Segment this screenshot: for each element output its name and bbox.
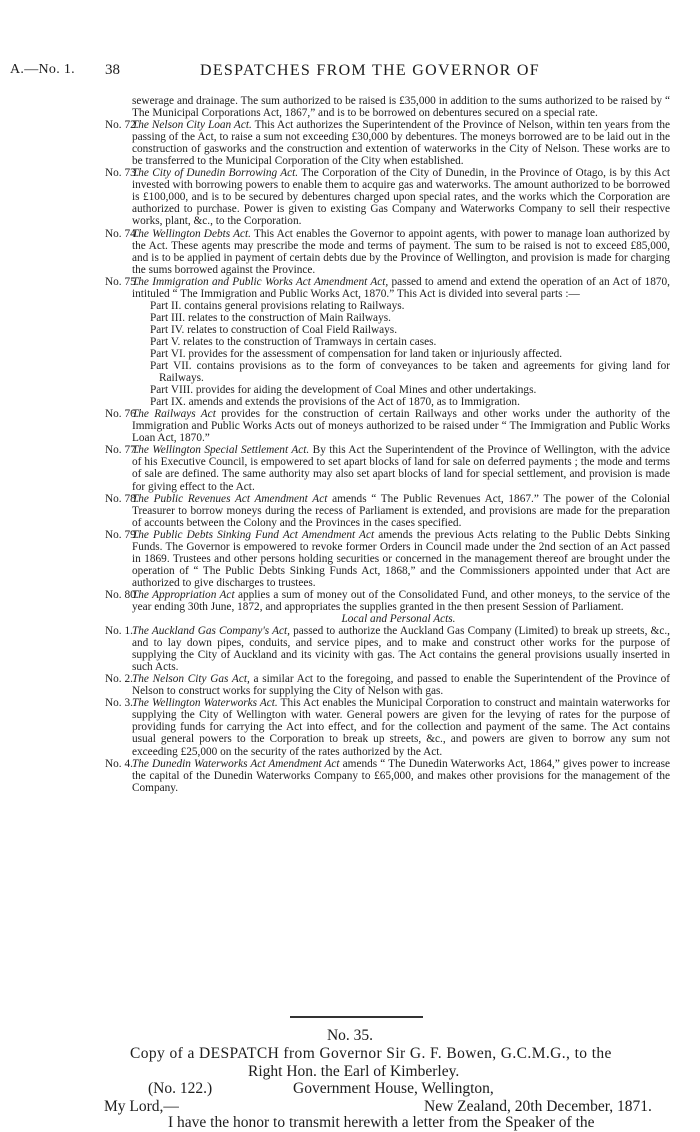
act-title: The Nelson City Gas Act,	[132, 673, 250, 686]
act-description: This Act enables the Governor to appoint agents, with power to manage loan authorized by the Act. These agents may prescribe the mode and terms of payment. The sum to be raised is not to exceed £85,000, and is to be applied in payment of certain debts due by the Province of Wellington, and provision is made for charging the sums borrowed against the Province.	[132, 227, 670, 276]
act-title: The Dunedin Waterworks Act Amendment Act	[132, 757, 340, 770]
act-description: This Act enables the Municipal Corporation to construct and maintain waterworks for supplying the City of Wellington with water. General powers are given for the levying of rates for the purpose of providing funds for carrying the Act into effect, and for the collection and payment of the same. The Act contains usual general powers to the Corporation to break up streets, &c., and powers are given to borrow any sum not exceeding £25,000 on the security of the rates authorized by the Act.	[132, 697, 670, 758]
running-title: DESPATCHES FROM THE GOVERNOR OF	[200, 62, 540, 79]
act-number: No. 73.	[105, 167, 139, 180]
act-description: amends “ The Dunedin Waterworks Act, 1864,” gives power to increase the capital of the Dunedin Waterworks Company to £65,000, and makes other provisions for the management of the Company.	[132, 757, 671, 794]
act-entry-73	[107, 167, 670, 227]
local-act-entry-4	[107, 758, 670, 794]
despatch-heading: Copy of a DESPATCH from Governor Sir G. F. Bowen, G.C.M.G., to the	[130, 1045, 612, 1062]
act-number: No. 2.	[105, 673, 133, 686]
act-number: No. 76.	[105, 408, 139, 421]
act-number: No. 1.	[105, 625, 133, 638]
page-number: 38	[105, 62, 120, 78]
act-title: The Wellington Debts Act.	[132, 227, 251, 240]
act-title: The Public Debts Sinking Fund Act Amendment Act	[132, 528, 375, 541]
despatch-recipient: Right Hon. the Earl of Kimberley.	[248, 1063, 460, 1080]
act-number: No. 3.	[105, 697, 133, 710]
act-title: The City of Dunedin Borrowing Act.	[132, 167, 299, 180]
despatch-opening: I have the honor to transmit herewith a letter from the Speaker of the	[168, 1114, 595, 1131]
act-entry-77	[107, 444, 670, 492]
act-entry-72	[107, 119, 670, 167]
act-description: amends “ The Public Revenues Act, 1867.” The power of the Colonial Treasurer to borrow moneys during the recess of Parliament is extended, and provisions are made for the preparation of accounts between the Colony and the Provinces in the cases specified.	[132, 492, 671, 529]
paragraph-continuation: sewerage and drainage. The sum authorized to be raised is £35,000 in addition to the sums authorized to be raised by “ The Municipal Corporations Act, 1867,” and is to be borrowed on debentures secured on a special rate.	[132, 95, 670, 120]
act-part: Part VIII. provides for aiding the development of Coal Mines and other undertakings.	[150, 384, 537, 397]
despatch-ref-number: (No. 122.)	[148, 1080, 213, 1097]
page-header	[0, 62, 700, 82]
act-number: No. 78.	[105, 492, 139, 505]
act-title: The Wellington Waterworks Act.	[132, 697, 278, 710]
act-description: This Act authorizes the Superintendent of the Province of Nelson, within ten years from the passing of the Act, to raise a sum not exceeding £30,000 by debentures. The moneys borrowed are to be laid out in the construction of gasworks and the construction and extention of waterworks in the City of Nelson. These works are to be transferred to the Municipal Corporation of the City when established.	[132, 119, 671, 168]
local-act-entry-1	[107, 625, 670, 673]
act-number: No. 74.	[105, 227, 139, 240]
act-number: No. 80.	[105, 588, 139, 601]
act-entry-79	[107, 529, 670, 589]
act-part: Part IX. amends and extends the provisions of the Act of 1870, as to Immigration.	[150, 396, 520, 409]
act-part: Part VI. provides for the assessment of compensation for land taken or injuriously affected.	[150, 347, 563, 360]
despatch-salutation: My Lord,—	[104, 1098, 179, 1115]
act-number: No. 75.	[105, 275, 139, 288]
act-title: The Railways Act	[132, 408, 216, 421]
acts-summary	[107, 95, 670, 794]
act-part: Part III. relates to the construction of Main Railways.	[150, 311, 391, 324]
act-title: The Public Revenues Act Amendment Act	[132, 492, 328, 505]
act-description: passed to authorize the Auckland Gas Company (Limited) to break up streets, &c., and to lay down pipes, conduits, and service pipes, and to make and construct other works for the purpose of supplying the City of Auckland and its vicinity with gas. The Act contains the general provisions usually inserted in such Acts.	[132, 625, 671, 674]
section-subheading: Local and Personal Acts.	[341, 613, 456, 626]
act-description: By this Act the Superintendent of the Province of Wellington, with the advice of his Executive Council, is empowered to set apart blocks of land for sale on deferred payments ; the mode and terms of sale are defined. The same authority may also set apart blocks of land for special settlement, and provision is made for giving effect to the Act.	[132, 444, 670, 493]
act-description: amends the previous Acts relating to the Public Debts Sinking Funds. The Governor is empowered to revoke former Orders in Council made under the 2nd section of an Act passed in 1869. Trustees and other persons holding securities or concerned in the management thereof are brought under the operation of “ The Public Debts Sinking Funds Act, 1868,” and the Commissioners appointed under that Act are authorized to give discharges to trustees.	[132, 528, 670, 589]
act-entry-74	[107, 228, 670, 276]
act-entry-80	[107, 589, 670, 613]
act-number: No. 77.	[105, 444, 139, 457]
act-title: The Nelson City Loan Act.	[132, 119, 252, 132]
act-title: The Wellington Special Settlement Act.	[132, 444, 310, 457]
document-reference: A.—No. 1.	[10, 62, 75, 77]
act-entry-78	[107, 493, 670, 529]
act-number: No. 4.	[105, 757, 133, 770]
act-number: No. 72.	[105, 119, 139, 132]
act-description: The Corporation of the City of Dunedin, in the Province of Otago, is by this Act invested with borrowing powers to enable them to acquire gas and waterworks. The amount authorized to be borrowed is £100,000, and is to be secured by debentures charged upon special rates, and the works which the Corporation are authorized to purchase. Power is given to existing Gas Company and Waterworks Company to sell their respective works, plant, &c., to the Corporation.	[132, 167, 670, 228]
act-part: Part VII. contains provisions as to the form of conveyances to be taken and agreements for giving land for Railways.	[150, 360, 670, 385]
act-part: Part II. contains general provisions relating to Railways.	[150, 299, 405, 312]
act-description: applies a sum of money out of the Consolidated Fund, and other moneys, to the service of the year ending 30th June, 1872, and appropriates the supplies granted in the then present Session of Parliament.	[132, 588, 671, 613]
act-title: The Appropriation Act	[132, 588, 235, 601]
section-divider	[290, 1016, 423, 1018]
act-description: a similar Act to the foregoing, and passed to enable the Superintendent of the Province of Nelson to construct works for supplying the City of Nelson with gas.	[132, 673, 670, 698]
act-description: provides for the construction of certain Railways and other works under the authority of the Immigration and Public Works Acts out of moneys authorized to be raised under “ The Immigration and Public Works Loan Act, 1870.”	[132, 408, 670, 445]
act-title: The Immigration and Public Works Act Amendment Act,	[132, 275, 389, 288]
act-entry-76	[107, 408, 670, 444]
act-part: Part IV. relates to construction of Coal Field Railways.	[150, 323, 398, 336]
despatch-date: New Zealand, 20th December, 1871.	[424, 1098, 652, 1115]
despatch-reference-line	[148, 1080, 668, 1098]
act-title: The Auckland Gas Company's Act,	[132, 625, 290, 638]
despatch-place: Government House, Wellington,	[293, 1080, 494, 1097]
act-number: No. 79.	[105, 528, 139, 541]
local-act-entry-3	[107, 697, 670, 757]
despatch-number: No. 35.	[326, 1027, 374, 1044]
act-entry-75	[107, 276, 670, 300]
act-part: Part V. relates to the construction of Tramways in certain cases.	[150, 335, 437, 348]
local-act-entry-2	[107, 673, 670, 697]
act-description: passed to amend and extend the operation of an Act of 1870, intituled “ The Immigration and Public Works Act, 1870.” This Act is divided into several parts :—	[132, 275, 671, 300]
